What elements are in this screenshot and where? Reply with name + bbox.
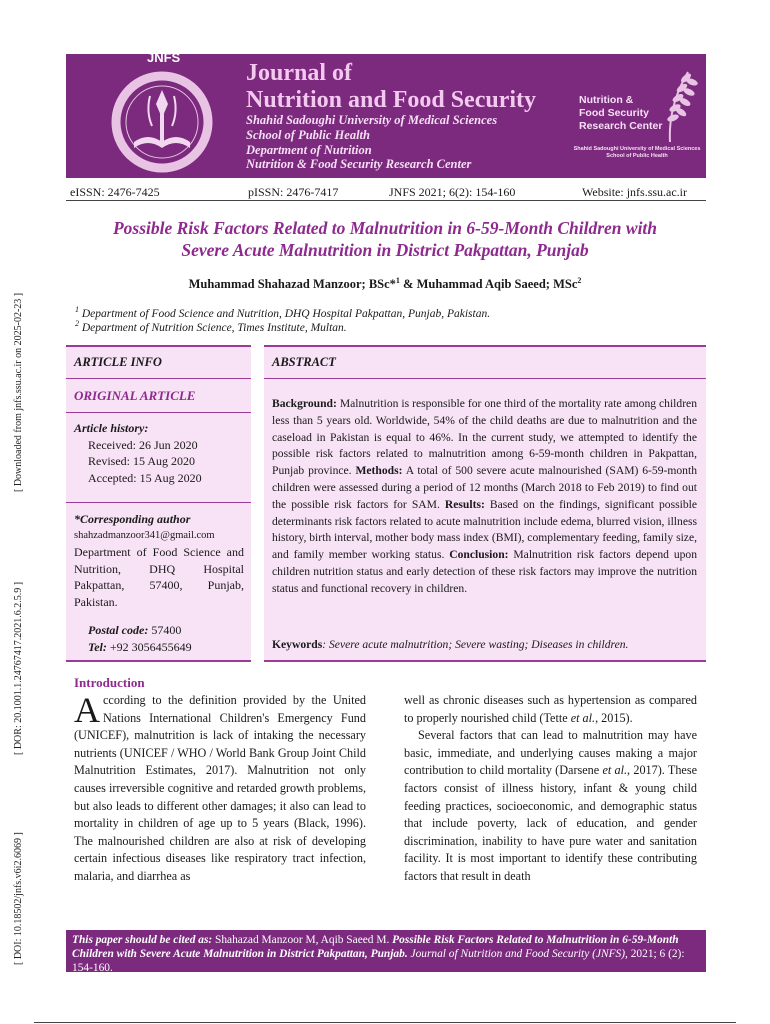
intro-left-column <box>74 692 366 886</box>
author-address: Department of Food Science and Nutrition, DHQ Hospital Pakpattan, 57400, Punjab, Pakistan. <box>74 545 244 609</box>
received-date: Received: 26 Jun 2020 <box>88 437 198 452</box>
author-email[interactable]: shahzadmanzoor341@gmail.com <box>74 529 215 541</box>
abstract-divider <box>264 378 706 379</box>
journal-title-line2: Nutrition and Food Security <box>246 87 537 113</box>
info-divider <box>66 502 251 503</box>
conclusion-label: Conclusion: <box>449 548 509 562</box>
results-text: Based on the findings, significant possible determinants risk factors related to acute malnutrition include edema, blurred vision, illness history, birth interval, mother body mass index (BMI), complementary feeding, family size, and family member working status. <box>272 497 697 562</box>
intro-right-column <box>404 692 697 886</box>
wheat-logo-icon <box>662 66 704 144</box>
keywords-text: : Severe acute malnutrition; Severe wasting; Diseases in children. <box>322 638 629 651</box>
affiliation-text: Department of Food Science and Nutrition, DHQ Hospital Pakpattan, Punjab, Pakistan. <box>79 307 491 320</box>
et-al: et al. <box>602 763 628 778</box>
journal-title <box>246 60 586 114</box>
author-name: Muhammad Shahazad Manzoor; BSc* <box>188 277 396 292</box>
contact-info <box>88 622 192 655</box>
info-divider <box>66 412 251 413</box>
citation-journal: Journal of Nutrition and Food Security (JNFS) <box>407 948 626 960</box>
eissn: eISSN: 2476-7425 <box>70 185 160 199</box>
affiliation-number: 2 <box>75 319 79 328</box>
center-small-line: Shahid Sadoughi University of Medical Sciences <box>573 146 701 152</box>
results-label: Results: <box>444 497 485 511</box>
background-text: Malnutrition is responsible for one third of the mortality rate among children less than 5 years old. Worldwide, 54% of the child deaths are due to malnutrition and the caseload in Pakistan is equal to 46%. In the current study, we attempted to identify the possible risk factors related to malnutrition among 6-59-month children in Pakpattan, Punjab province. <box>272 397 697 478</box>
paragraph-text: , 2015). <box>595 710 633 725</box>
center-name-line: Food Security <box>579 107 650 119</box>
paragraph-text: Several factors that can lead to malnutrition may have basic, immediate, and underlying causes making a major contribution to child mortality (Darsene <box>404 728 697 778</box>
center-name-line: Research Center <box>579 120 663 132</box>
intro-paragraph <box>404 727 697 885</box>
journal-title-line1: Journal of <box>246 60 353 86</box>
citation-box <box>66 930 706 972</box>
postal-label: Postal code: <box>88 623 149 637</box>
tel-label: Tel: <box>88 639 107 654</box>
methods-text: A total of 500 severe acute malnourished (SAM) 6-59-month children were assessed during a period of 12 months (March 2018 to Feb 2019) to find out the possible risk factors for SAM. <box>272 464 697 511</box>
background-label: Background: <box>272 397 337 410</box>
keywords-label: Keywords <box>272 638 323 651</box>
affiliation-mark: 2 <box>577 276 582 285</box>
tel-value: +92 3056455649 <box>106 639 192 654</box>
paragraph-text: , 2017). These factors consist of illness history, infant & young child feeding practices, socioeconomic, and demographic status that include poverty, lack of education, and gender discrimination, inability to have pure water and sanitation facility. It is most important to identify these contributing factors that result in death <box>404 763 697 883</box>
article-type: ORIGINAL ARTICLE <box>74 388 196 403</box>
abstract-header: ABSTRACT <box>272 355 336 369</box>
et-al: et al. <box>570 710 596 725</box>
paragraph-text: well as chronic diseases such as hypertension as compared to properly nourished child (Tette <box>404 693 697 725</box>
info-divider <box>66 378 251 379</box>
journal-sub-line: Nutrition & Food Security Research Center <box>246 157 472 172</box>
citation-title: Possible Risk Factors Related to Malnutrition in 6-59-Month Children with Severe Acute Malnutrition in District Pakpattan, Punjab. <box>72 934 679 960</box>
article-history <box>74 420 202 486</box>
accepted-date: Accepted: 15 Aug 2020 <box>88 470 202 485</box>
citation-label: This paper should be cited as: <box>72 934 213 946</box>
pissn: pISSN: 2476-7417 <box>248 185 339 199</box>
affiliation-number: 1 <box>75 305 79 314</box>
journal-sub-line: Shahid Sadoughi University of Medical Sciences <box>246 113 498 127</box>
title-line: Possible Risk Factors Related to Malnutrition in 6-59-Month Children with <box>112 218 658 238</box>
keywords <box>272 638 697 651</box>
affiliation-1 <box>75 305 490 320</box>
title-line: Severe Acute Malnutrition in District Pakpattan, Punjab <box>181 240 589 260</box>
corresponding-label: *Corresponding author <box>74 512 191 526</box>
postal-value: 57400 <box>148 623 182 637</box>
center-small-line: School of Public Health <box>606 153 668 159</box>
intro-paragraph: ccording to the definition provided by the United Nations International Children's Emergency Fund (UNICEF), malnutrition is lack of intaking the necessary nutrients (UNICEF / WHO / World Bank Group Joint Child Malnutrition Estimates, 2017). Malnutrition not only causes irreversible cognitive and retarded growth problems, but also leads to different other damages; it also can lead to mortality in children of age up to 5 years (Black, 1996). The malnourished children are also at risk of developing certain infectious diseases like respiratory tract infection, malaria, and diarrhea as <box>74 693 366 883</box>
center-name-line: Nutrition & <box>579 94 634 106</box>
dor-stamp: [ DOR: 20.1001.1.24767417.2021.6.2.5.9 ] <box>13 581 24 755</box>
logo-text: JNFS <box>147 50 181 65</box>
affiliation-2 <box>75 319 347 334</box>
affiliation-mark: 1 <box>395 276 400 285</box>
drop-cap: A <box>74 690 100 730</box>
research-center-name <box>579 94 662 133</box>
journal-sub-line: Department of Nutrition <box>246 142 372 157</box>
journal-sub-line: School of Public Health <box>246 127 370 142</box>
intro-paragraph <box>404 692 697 727</box>
conclusion-text: Malnutrition risk factors depend upon children nutrition status and early detection of these risk factors may improve the nutrition status and functional recovery in children. <box>272 548 698 595</box>
corresponding-author <box>74 511 244 610</box>
journal-citation-info: JNFS 2021; 6(2): 154-160 <box>389 185 516 199</box>
citation-ref: , 2021; 6 (2): 154-160. <box>72 948 685 974</box>
citation-authors: Shahazad Manzoor M, Aqib Saeed M. <box>212 934 393 946</box>
doi-stamp[interactable]: [ DOI: 10.18502/jnfs.v6i2.6069 ] <box>13 832 24 965</box>
methods-label: Methods: <box>355 464 403 478</box>
author-name: & Muhammad Aqib Saeed; MSc <box>399 277 578 292</box>
revised-date: Revised: 15 Aug 2020 <box>88 454 195 468</box>
download-stamp: [ Downloaded from jnfs.ssu.ac.ir on 2025-02-23 ] <box>13 292 24 492</box>
abstract-body <box>272 396 697 598</box>
research-center-subtext <box>572 146 702 160</box>
history-label: Article history: <box>74 421 149 435</box>
author-list <box>70 276 700 292</box>
introduction-heading: Introduction <box>74 675 145 690</box>
issn-divider <box>66 200 706 201</box>
footer-divider <box>34 1022 736 1023</box>
journal-affiliations <box>246 113 566 172</box>
journal-logo-icon <box>90 56 240 178</box>
article-info-header: ARTICLE INFO <box>74 355 162 369</box>
affiliation-text: Department of Nutrition Science, Times Institute, Multan. <box>79 321 347 334</box>
website-link[interactable]: Website: jnfs.ssu.ac.ir <box>582 185 688 199</box>
article-title <box>70 217 700 261</box>
